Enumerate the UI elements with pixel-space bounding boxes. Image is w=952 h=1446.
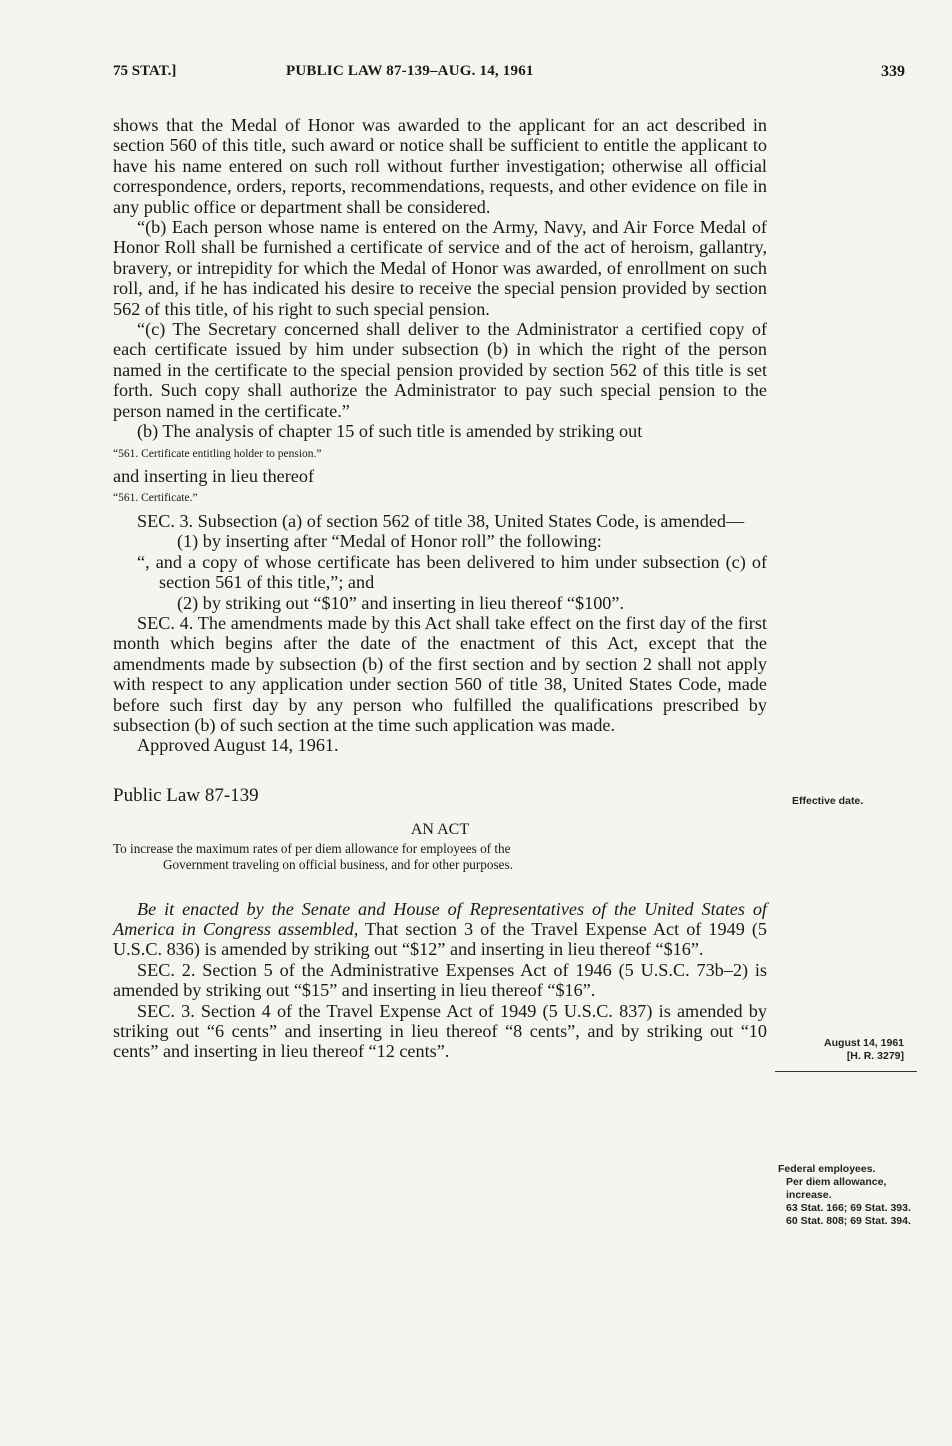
main-text-column (113, 115, 767, 1062)
paragraph-analysis: (b) The analysis of chapter 15 of such title is amended by striking out (137, 421, 643, 442)
margin-note-date (788, 1037, 904, 1063)
margin-note-effective-date: Effective date. (792, 795, 864, 807)
paragraph-subsection-c: “(c) The Secretary concerned shall deliver to the Administrator a certified copy of each certificate issued by him under subsection (b) in which the right of the person named in the certificate to the special pension provided by section 562 of this title is set forth. Such copy shall authorize the Administrator to pay such special pension to the person named in the certificate.” (113, 319, 767, 421)
paragraph-inserting: and inserting in lieu thereof (113, 465, 315, 486)
paragraph-continuation: shows that the Medal of Honor was awarded to the applicant for an act described in section 560 of this title, such award or notice shall be sufficient to entitle the applicant to have his name entered on such roll without further investigation; otherwise all official correspondence, orders, reports, recommendations, requests, and other evidence on file in any public office or department shall be considered. (113, 115, 767, 217)
enacting-clause (113, 899, 767, 960)
section-4-paragraph: SEC. 4. The amendments made by this Act shall take effect on the first day of the first month which begins after the date of the enactment of this Act, except that the amendments made by subsection (b) of the first section and by section 2 shall not apply with respect to any application under section 560 of title 38, United States Code, made before such first day by any person who fulfilled the qualifications prescribed by subsection (b) of such section at the time such application was made. (113, 612, 767, 735)
margin-date: August 14, 1961 (824, 1037, 904, 1049)
margin-divider (775, 1071, 917, 1072)
act-purpose-line-1: To increase the maximum rates of per diem allowance for employees of the (113, 840, 511, 856)
margin-bill-number: [H. R. 3279] (846, 1050, 904, 1062)
enacting-text: That section 3 of the Travel Expense Act of 1949 (5 U.S.C. 836) is amended by striking out “$12” and inserting in lieu thereof “$16”. (113, 919, 768, 960)
act-purpose (113, 841, 767, 873)
margin-federal-employees: Federal employees. (778, 1163, 876, 1175)
act-heading: AN ACT (410, 821, 470, 839)
clause-2: (2) by striking out “$10” and inserting in lieu thereof “$100”. (177, 592, 624, 613)
law-title: Public Law 87-139 (113, 784, 259, 806)
approval-line: Approved August 14, 1961. (137, 735, 339, 756)
page-number: 339 (881, 63, 905, 80)
margin-per-diem: Per diem allowance, increase. (786, 1176, 887, 1201)
margin-stat-ref-1: 63 Stat. 166; 69 Stat. 393. (786, 1202, 911, 1214)
section-3-paragraph: SEC. 3. Subsection (a) of section 562 of title 38, United States Code, is amended— (137, 510, 745, 531)
volume-label: 75 STAT.] (113, 63, 177, 79)
struck-heading: “561. Certificate entitling holder to pension.” (113, 447, 322, 460)
clause-1-insert: “, and a copy of whose certificate has been delivered to him under subsection (c) of section 561 of this title,”; and (137, 551, 767, 593)
margin-stat-ref-2: 60 Stat. 808; 69 Stat. 394. (786, 1215, 911, 1227)
paragraph-subsection-b: “(b) Each person whose name is entered on the Army, Navy, and Air Force Medal of Honor Roll shall be furnished a certificate of service and of the act of heroism, gallantry, bravery, or intrepidity for which the Medal of Honor was awarded, of enrollment on such roll, and, if he has indicated his desire to receive the special pension provided by section 562 of this title, of his right to such special pension. (113, 217, 767, 319)
section-2-paragraph: SEC. 2. Section 5 of the Administrative Expenses Act of 1946 (5 U.S.C. 73b–2) is amended by striking out “$15” and inserting in lieu thereof “$16”. (113, 959, 767, 1001)
enacting-formula: Be it enacted by the Senate and House of Representatives of the United States of America in Congress assembled, (113, 898, 767, 939)
inserted-heading: “561. Certificate.” (113, 491, 198, 504)
act-purpose-line-2: Government traveling on official business, and for other purposes. (163, 856, 513, 872)
clause-1: (1) by inserting after “Medal of Honor roll” the following: (177, 531, 602, 552)
header-title: PUBLIC LAW 87-139–AUG. 14, 1961 (286, 63, 534, 79)
running-header (113, 63, 905, 87)
margin-note-federal (778, 1163, 914, 1228)
section-3-travel-paragraph: SEC. 3. Section 4 of the Travel Expense Act of 1949 (5 U.S.C. 837) is amended by striking out “6 cents” and inserting in lieu thereof “8 cents”, and by striking out “10 cents” and inserting in lieu thereof “12 cents”. (113, 1000, 767, 1062)
